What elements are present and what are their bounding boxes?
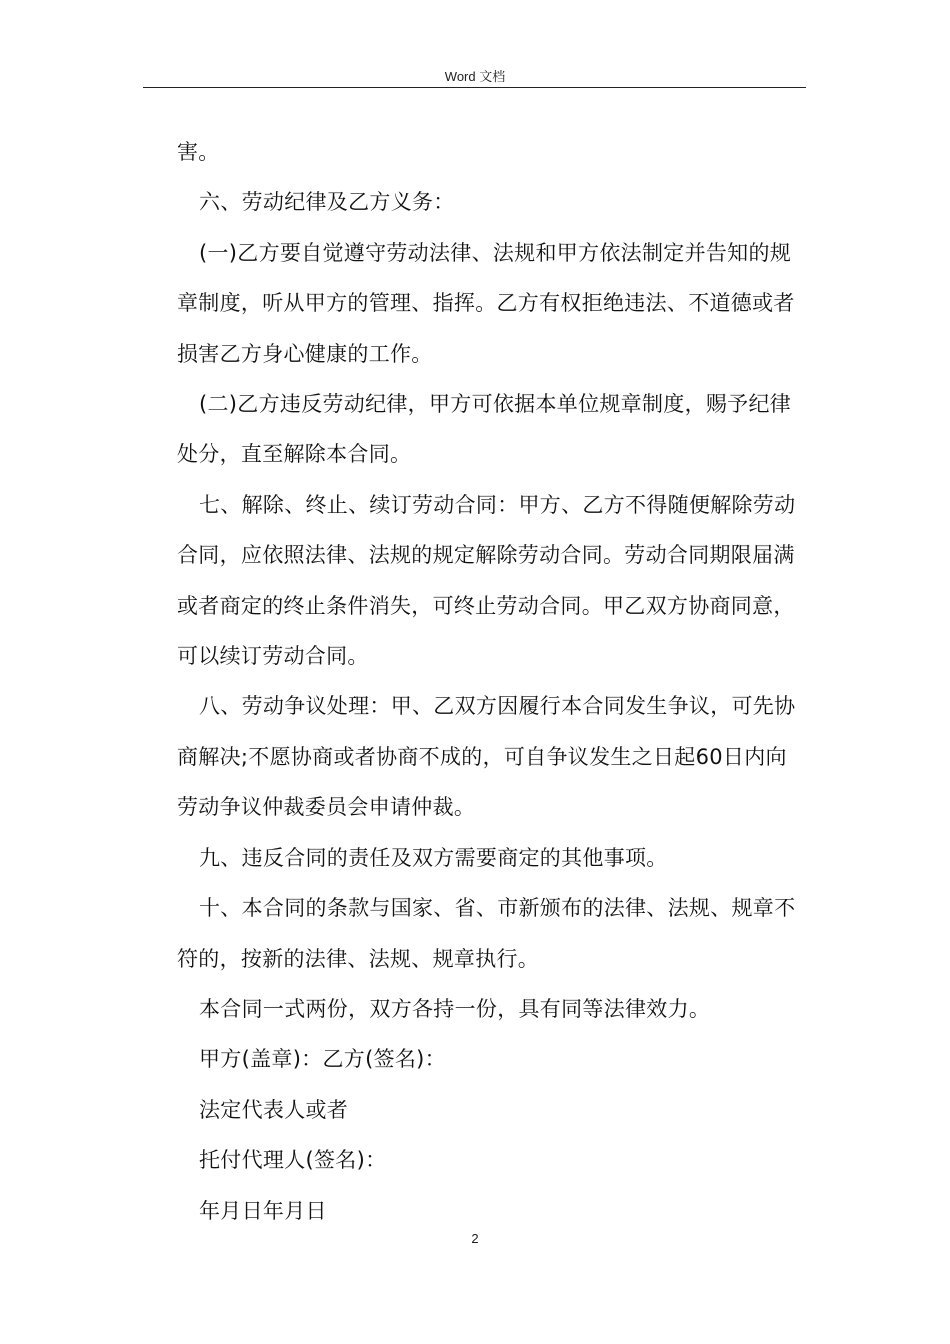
signature-agent-line: 托付代理人(签名)： xyxy=(199,1148,387,1173)
paragraph-section-6-item-1: (一)乙方要自觉遵守劳动法律、法规和甲方依法制定并告知的规章制度，听从甲方的管理、指挥。乙方有权拒绝违法、不道德或者损害乙方身心健康的工作。 xyxy=(177,240,795,366)
signature-parties-line: 甲方(盖章)：乙方(签名)： xyxy=(199,1047,446,1072)
page-number: 2 xyxy=(471,1231,479,1246)
paragraph-section-8: 八、劳动争议处理：甲、乙双方因履行本合同发生争议，可先协商解决;不愿协商或者协商不成的，可自争议发生之日起60日内向劳动争议仲裁委员会申请仲裁。 xyxy=(177,694,796,820)
paragraph-continuation: 害。 xyxy=(177,140,220,164)
paragraph-section-9: 九、违反合同的责任及双方需要商定的其他事项。 xyxy=(199,845,668,870)
paragraph-copies-statement: 本合同一式两份，双方各持一份，具有同等法律效力。 xyxy=(199,996,711,1021)
header-title: Word 文档 xyxy=(444,69,506,84)
paragraph-section-10: 十、本合同的条款与国家、省、市新颁布的法律、法规、规章不符的，按新的法律、法规、规章执行。 xyxy=(177,896,796,971)
paragraph-section-6-heading: 六、劳动纪律及乙方义务： xyxy=(199,190,455,215)
signature-legal-rep-line: 法定代表人或者 xyxy=(199,1097,349,1122)
document-body xyxy=(177,127,805,1236)
paragraph-section-7: 七、解除、终止、续订劳动合同：甲方、乙方不得随便解除劳动合同，应依照法律、法规的规定解除劳动合同。劳动合同期限届满或者商定的终止条件消失，可终止劳动合同。甲乙双方协商同意，可以续订劳动合同。 xyxy=(177,492,796,669)
paragraph-section-6-item-2: (二)乙方违反劳动纪律，甲方可依据本单位规章制度，赐予纪律处分，直至解除本合同。 xyxy=(177,392,792,467)
header-divider xyxy=(143,87,806,88)
signature-date-line: 年月日年月日 xyxy=(199,1198,327,1223)
